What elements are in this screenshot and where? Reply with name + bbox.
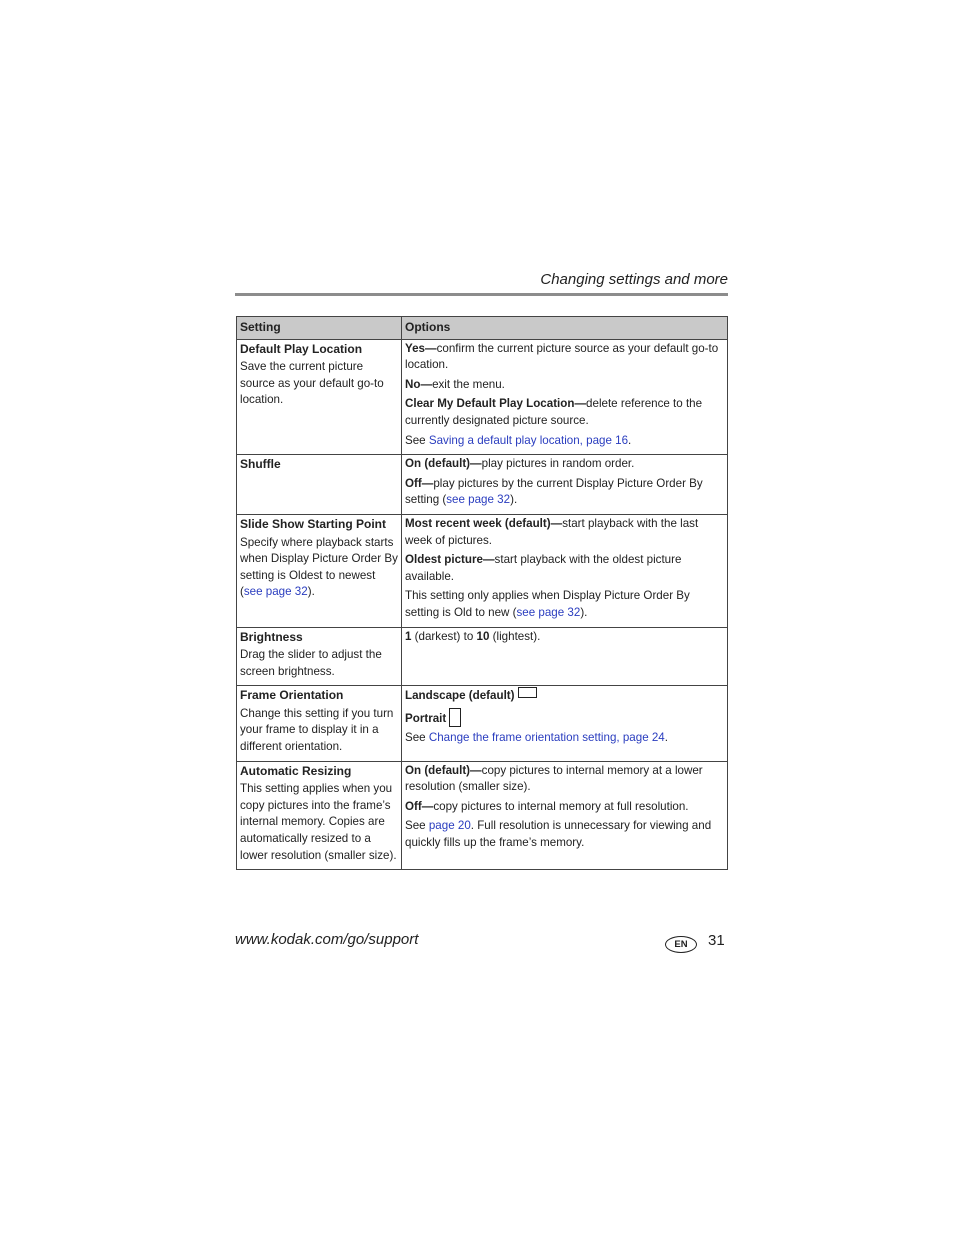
option-text: . xyxy=(628,433,632,447)
option-label: No— xyxy=(405,377,433,391)
setting-name: Automatic Resizing xyxy=(240,763,352,778)
option-text: This setting only applies when Display Picture Order By setting is Old to new ( xyxy=(405,589,690,619)
option-item xyxy=(405,396,724,429)
language-badge: EN xyxy=(665,936,697,953)
option-item xyxy=(405,341,724,374)
setting-cell xyxy=(237,514,402,627)
option-text: start playback with the last week of pictures. xyxy=(405,516,699,547)
option-text: exit the menu. xyxy=(432,377,505,391)
option-label: On (default)— xyxy=(405,763,482,777)
options-cell xyxy=(402,761,728,870)
option-item xyxy=(405,433,724,450)
table-header-row xyxy=(237,317,728,340)
column-header-setting: Setting xyxy=(237,317,402,340)
option-label: Landscape (default) xyxy=(405,689,515,703)
option-text: (darkest) to xyxy=(411,629,477,643)
option-item xyxy=(405,687,724,705)
support-url[interactable]: www.kodak.com/go/support xyxy=(235,931,419,948)
cross-reference-link[interactable]: see page 32 xyxy=(516,605,581,619)
option-item xyxy=(405,818,724,851)
settings-table xyxy=(236,316,728,870)
option-label: Portrait xyxy=(405,711,447,725)
page-number: 31 xyxy=(708,932,725,949)
table-row xyxy=(237,627,728,686)
option-text: See xyxy=(405,819,429,833)
option-text: copy pictures to internal memory at a lower resolution (smaller size). xyxy=(405,763,703,794)
option-text: start playback with the oldest picture available. xyxy=(405,553,682,583)
option-item xyxy=(405,456,724,473)
option-label: Yes— xyxy=(405,341,437,355)
option-label: Most recent week (default)— xyxy=(405,516,563,530)
setting-cell xyxy=(237,455,402,515)
option-item xyxy=(405,377,724,394)
landscape-frame-icon xyxy=(518,687,537,698)
setting-description: Drag the slider to adjust the screen brightness. xyxy=(240,648,382,678)
option-label: On (default)— xyxy=(405,457,482,471)
option-label: Off— xyxy=(405,476,434,490)
option-item xyxy=(405,588,724,621)
setting-name: Brightness xyxy=(240,629,303,644)
options-cell xyxy=(402,627,728,686)
option-text: ). xyxy=(580,605,588,619)
option-label: Clear My Default Play Location— xyxy=(405,397,587,411)
table-row xyxy=(237,455,728,515)
setting-cell xyxy=(237,761,402,870)
cross-reference-link[interactable]: Saving a default play location, page 16 xyxy=(428,433,629,447)
option-item xyxy=(405,552,724,585)
options-cell xyxy=(402,514,728,627)
option-text: . Full resolution is unnecessary for viewing and quickly fills up the frame’s memory. xyxy=(405,819,712,850)
table-row xyxy=(237,514,728,627)
table-row xyxy=(237,686,728,761)
options-cell xyxy=(402,455,728,515)
option-text: confirm the current picture source as your default go-to location. xyxy=(405,341,719,372)
option-label: Oldest picture— xyxy=(405,553,495,567)
cross-reference-link[interactable]: page 20 xyxy=(428,819,471,833)
setting-description: This setting applies when you copy pictures into the frame’s internal memory. Copies are automatically resized to a lower resolution (smaller size). xyxy=(240,782,397,862)
brightness-max-value: 10 xyxy=(476,629,490,643)
column-header-options: Options xyxy=(402,317,728,340)
option-text: See xyxy=(405,433,429,447)
options-cell xyxy=(402,339,728,455)
setting-description xyxy=(240,535,398,601)
cross-reference-link[interactable]: see page 32 xyxy=(446,493,511,507)
cross-reference-link[interactable]: Change the frame orientation setting, page 24 xyxy=(428,731,665,745)
option-text: . xyxy=(664,731,668,745)
option-text: copy pictures to internal memory at full resolution. xyxy=(433,799,689,813)
setting-name: Frame Orientation xyxy=(240,688,344,703)
option-item xyxy=(405,516,724,549)
description-text: ). xyxy=(307,585,315,599)
options-cell xyxy=(402,686,728,761)
table-row xyxy=(237,761,728,870)
page-header-title: Changing settings and more xyxy=(540,271,728,288)
setting-description: Change this setting if you turn your frame to display it in a different orientation. xyxy=(240,706,394,754)
brightness-min-value: 1 xyxy=(405,629,412,643)
setting-name: Slide Show Starting Point xyxy=(240,516,387,531)
setting-cell xyxy=(237,686,402,761)
option-item xyxy=(405,763,724,796)
option-item xyxy=(405,730,724,747)
setting-name: Shuffle xyxy=(240,457,281,472)
option-label: Off— xyxy=(405,799,434,813)
option-item xyxy=(405,708,724,728)
option-item xyxy=(405,799,724,816)
option-text: play pictures in random order. xyxy=(481,457,635,471)
header-divider xyxy=(235,293,728,296)
cross-reference-link[interactable]: see page 32 xyxy=(243,585,308,599)
option-item xyxy=(405,629,724,646)
portrait-frame-icon xyxy=(449,708,461,727)
setting-name: Default Play Location xyxy=(240,341,363,356)
option-item xyxy=(405,476,724,509)
description-text: Specify where playback starts when Display Picture Order By setting is Oldest to newest ( xyxy=(240,535,398,599)
table-row xyxy=(237,339,728,455)
option-text: ). xyxy=(510,493,518,507)
setting-description: Save the current picture source as your default go-to location. xyxy=(240,360,384,407)
setting-cell xyxy=(237,339,402,455)
setting-cell xyxy=(237,627,402,686)
option-text: delete reference to the currently designated picture source. xyxy=(405,397,703,427)
option-text: (lightest). xyxy=(489,629,541,643)
option-text: play pictures by the current Display Picture Order By setting ( xyxy=(405,476,703,507)
option-text: See xyxy=(405,731,429,745)
